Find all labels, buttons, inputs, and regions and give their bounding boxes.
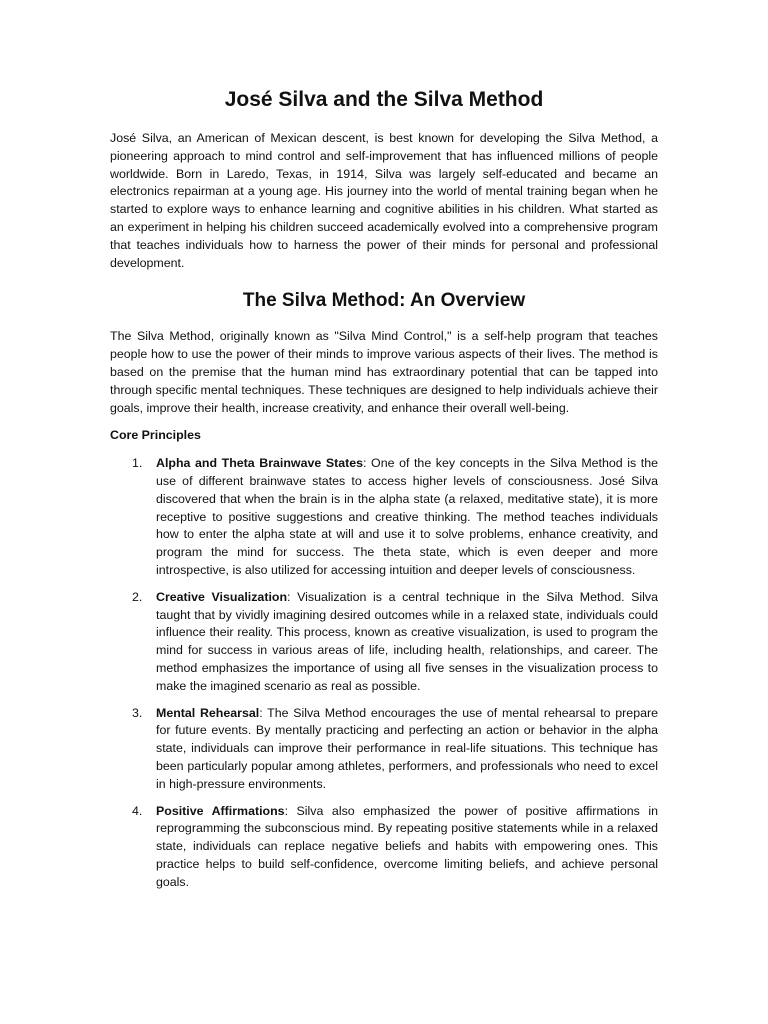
list-item (110, 455, 658, 580)
overview-paragraph: The Silva Method, originally known as "Silva Mind Control," is a self-help program that teaches people how to use the power of their minds to improve various aspects of their lives. The method is based on the premise that the human mind has extraordinary potential that can be tapped into through specific mental techniques. These techniques are designed to help individuals achieve their goals, improve their health, increase creativity, and enhance their overall well-being. (110, 329, 658, 415)
list-item (110, 705, 658, 794)
overview-heading: The Silva Method: An Overview (242, 290, 526, 312)
principle-term: Creative Visualization (156, 589, 288, 604)
list-number: 2. (132, 589, 143, 604)
list-number: 4. (132, 803, 143, 818)
principle-text: : The Silva Method encourages the use of mental rehearsal to prepare for future events. By mentally practicing and perfecting an action or behavior in the alpha state, individuals can improve their performance in real-life situations. This technique has been particularly popular among athletes, performers, and professionals who need to excel in high-pressure environments. (156, 705, 658, 791)
core-principles-heading: Core Principles (110, 428, 201, 443)
list-number: 1. (132, 456, 143, 471)
list-item (110, 589, 658, 696)
principle-term: Alpha and Theta Brainwave States (156, 456, 364, 471)
intro-paragraph: José Silva, an American of Mexican descent, is best known for developing the Silva Method, a pioneering approach to mind control and self-improvement that has influenced millions of people worldwide. Born in Laredo, Texas, in 1914, Silva was largely self-educated and became an electronics repairman at a young age. His journey into the world of mental training began when he started to explore ways to enhance learning and cognitive abilities in his children. What started as an experiment in helping his children succeed academically evolved into a comprehensive program that teaches individuals how to harness the power of their minds for personal and professional development. (110, 131, 658, 270)
principles-list (110, 455, 658, 891)
document-page (110, 86, 658, 900)
principle-text: : Silva also emphasized the power of positive affirmations in reprogramming the subconscious mind. By repeating positive statements while in a relaxed state, individuals can replace negative beliefs and habits with empowering ones. This practice helps to build self-confidence, overcome limiting beliefs, and achieve personal goals. (156, 803, 658, 889)
document-title: José Silva and the Silva Method (224, 88, 544, 111)
principle-term: Positive Affirmations (156, 803, 285, 818)
principle-text: : Visualization is a central technique in the Silva Method. Silva taught that by vividly imagining desired outcomes while in a relaxed state, individuals could influence their reality. This process, known as creative visualization, is used to program the mind for success in various areas of life, including health, relationships, and career. The method emphasizes the importance of using all five senses in the visualization process to make the imagined scenario as real as possible. (156, 589, 659, 693)
principle-text: : One of the key concepts in the Silva Method is the use of different brainwave states to access higher levels of consciousness. José Silva discovered that when the brain is in the alpha state (a relaxed, meditative state), it is more receptive to positive suggestions and creative thinking. The method teaches individuals how to enter the alpha state at will and use it to solve problems, enhance creativity, and program the mind for success. The theta state, which is even deeper and more introspective, is also utilized for accessing intuition and deeper levels of consciousness. (156, 456, 659, 577)
list-number: 3. (132, 705, 143, 720)
principle-term: Mental Rehearsal (156, 705, 260, 720)
list-item (110, 803, 658, 892)
